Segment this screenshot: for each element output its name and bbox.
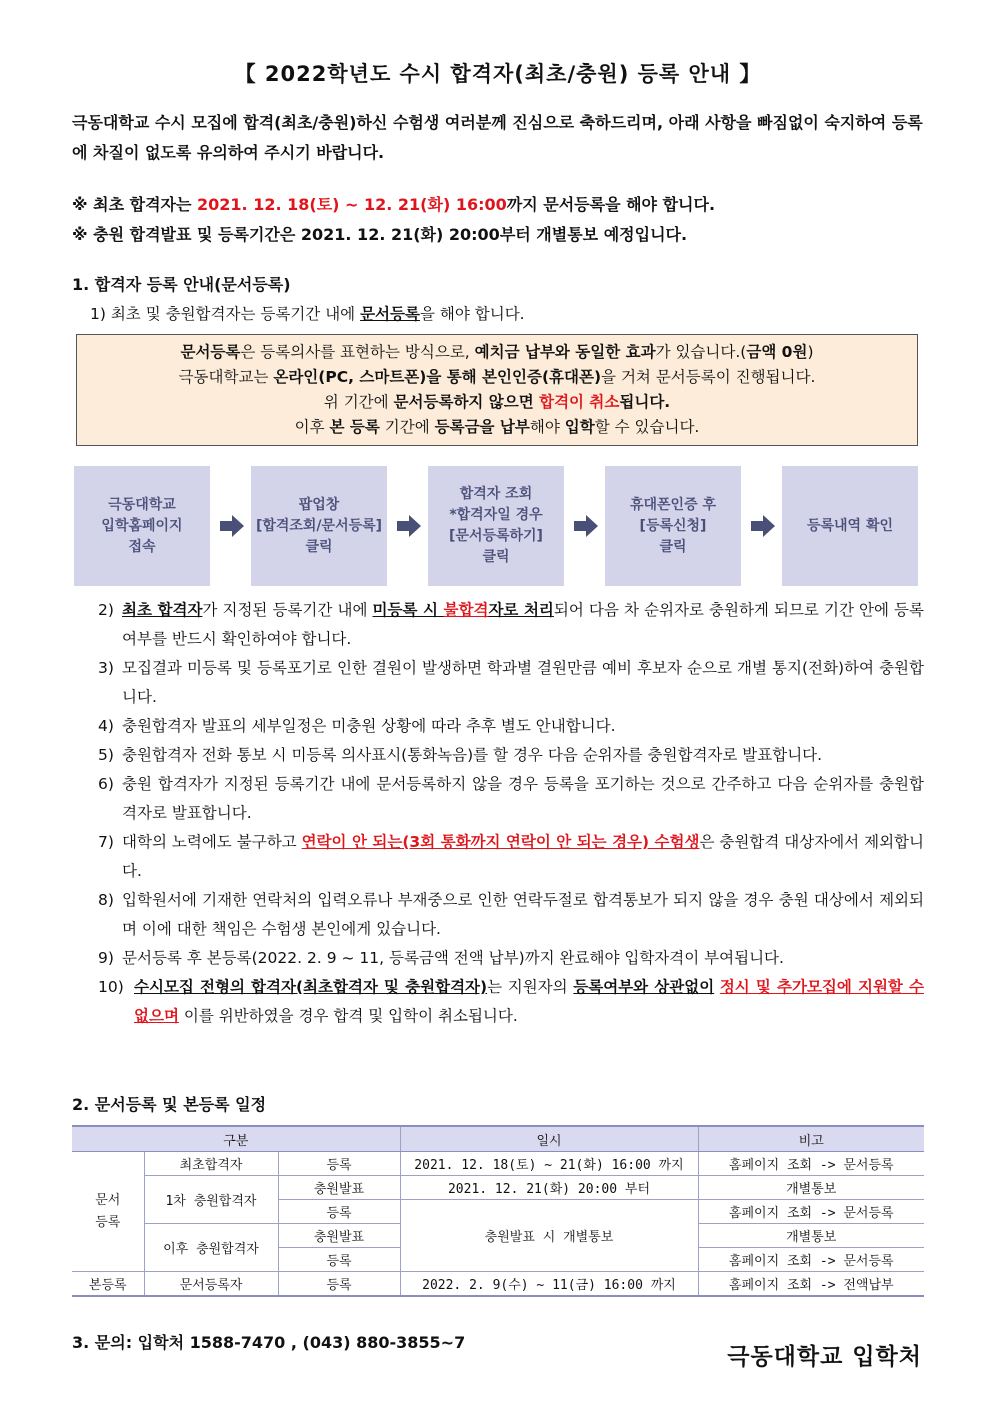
section-2-title: 2. 문서등록 및 본등록 일정 [72,1095,267,1114]
list-item-1: 1) 최초 및 충원합격자는 등록기간 내에 문서등록을 해야 합니다. [90,305,525,323]
table-header-row [72,1126,924,1152]
list-item-9: 9) 문서등록 후 본등록(2022. 2. 9 ~ 11, 등록금액 전액 납부)까지 완료해야 입학자격이 부여됩니다. [98,949,784,967]
list-item-8: 8) 입학원서에 기재한 연락처의 입력오류나 부재중으로 인한 연락두절로 합격통보가 되지 않을 경우 충원 대상에서 제외되며 이에 대한 책임은 수험생 본인에게 있습니다. [98,891,924,938]
first-round-period: 2021. 12. 18(토) ~ 12. 21(화) 16:00 [197,195,507,214]
contact-info: 3. 문의: 입학처 1588-7470 , (043) 880-3855~7 [72,1333,466,1352]
list-item-7: 7) 대학의 노력에도 불구하고 연락이 안 되는(3회 통화까지 연락이 안 되는 경우) 수험생은 충원합격 대상자에서 제외합니다. [98,833,924,880]
list-item-2: 2) 최초 합격자가 지정된 등록기간 내에 미등록 시 불합격자로 처리되어 다음 차 순위자로 충원하게 되므로 기간 안에 등록여부를 반드시 확인하여야 합니다. [98,601,924,648]
notebox-line-4: 이후 본 등록 기간에 등록금을 납부해야 입학할 수 있습니다. [294,418,700,436]
header-category: 구분 [72,1126,400,1152]
notebox-line-2: 극동대학교는 온라인(PC, 스마트폰)을 통해 본인인증(휴대폰)을 거쳐 문서등록이 진행됩니다. [178,368,816,386]
header-note: 비고 [698,1126,924,1152]
table-row: 등록 충원발표 시 개별통보 홈페이지 조회 -> 문서등록 [72,1200,924,1224]
schedule-table [72,1125,924,1297]
table-row: 문서 등록 최초합격자 등록 2021. 12. 18(토) ~ 21(화) 16:00 까지 홈페이지 조회 -> 문서등록 [72,1152,924,1176]
notice-first-round: ※ 최초 합격자는 2021. 12. 18(토) ~ 12. 21(화) 16:00까지 문서등록을 해야 합니다. [72,195,716,214]
group-main-registration: 본등록 [72,1272,144,1297]
flow-step-1: 극동대학교 입학홈페이지 접속 [74,466,210,586]
list-item-5: 5) 충원합격자 전화 통보 시 미등록 의사표시(통화녹음)를 할 경우 다음 순위자를 충원합격자로 발표합니다. [98,746,823,764]
signature: 극동대학교 입학처 [727,1344,922,1370]
group-doc-registration: 문서 등록 [72,1152,144,1272]
flow-step-3: 합격자 조회 *합격자일 경우 [문서등록하기] 클릭 [428,466,564,586]
guidance-list [98,596,924,1031]
intro-paragraph: 극동대학교 수시 모집에 합격(최초/충원)하신 수험생 여러분께 진심으로 축하드리며, 아래 사항을 빠짐없이 숙지하여 등록에 차질이 없도록 유의하여 주시기 바랍니다. [72,113,923,162]
flow-step-5: 등록내역 확인 [782,466,918,586]
table-row: 1차 충원합격자 충원발표 2021. 12. 21(화) 20:00 부터 개별통보 [72,1176,924,1200]
page-title: 【 2022학년도 수시 합격자(최초/충원) 등록 안내 】 [234,62,762,86]
flow-step-2: 팝업창 [합격조회/문서등록] 클릭 [251,466,387,586]
notice-additional-round: ※ 충원 합격발표 및 등록기간은 2021. 12. 21(화) 20:00부터 개별통보 예정입니다. [72,225,688,244]
list-item-10: 10) 수시모집 전형의 합격자(최초합격자 및 충원합격자)는 지원자의 등록여부와 상관없이 정시 및 추가모집에 지원할 수 없으며 이를 위반하였을 경우 합격 및 입학이 취소됩니다. [98,978,924,1025]
notebox-line-1: 문서등록은 등록의사를 표현하는 방식으로, 예치금 납부와 동일한 효과가 있습니다.(금액 0원) [180,343,814,361]
list-item-6: 6) 충원 합격자가 지정된 등록기간 내에 문서등록하지 않을 경우 등록을 포기하는 것으로 간주하고 다음 순위자를 충원합격자로 발표합니다. [98,775,924,822]
flow-step-4: 휴대폰인증 후 [등록신청] 클릭 [605,466,741,586]
list-item-3: 3) 모집결과 미등록 및 등록포기로 인한 결원이 발생하면 학과별 결원만큼 예비 후보자 순으로 개별 통지(전화)하여 충원합니다. [98,659,924,706]
table-row: 본등록 문서등록자 등록 2022. 2. 9(수) ~ 11(금) 16:00 까지 홈페이지 조회 -> 전액납부 [72,1272,924,1297]
registration-notice-box [76,334,918,446]
registration-flow [74,466,920,586]
section-1-title: 1. 합격자 등록 안내(문서등록) [72,275,291,294]
table-row: 이후 충원합격자 충원발표 개별통보 [72,1224,924,1248]
list-item-4: 4) 충원합격자 발표의 세부일정은 미충원 상황에 따라 추후 별도 안내합니다. [98,717,616,735]
table-row: 등록 홈페이지 조회 -> 문서등록 [72,1248,924,1272]
header-datetime: 일시 [400,1126,698,1152]
notebox-line-3: 위 기간에 문서등록하지 않으면 합격이 취소됩니다. [323,393,671,411]
